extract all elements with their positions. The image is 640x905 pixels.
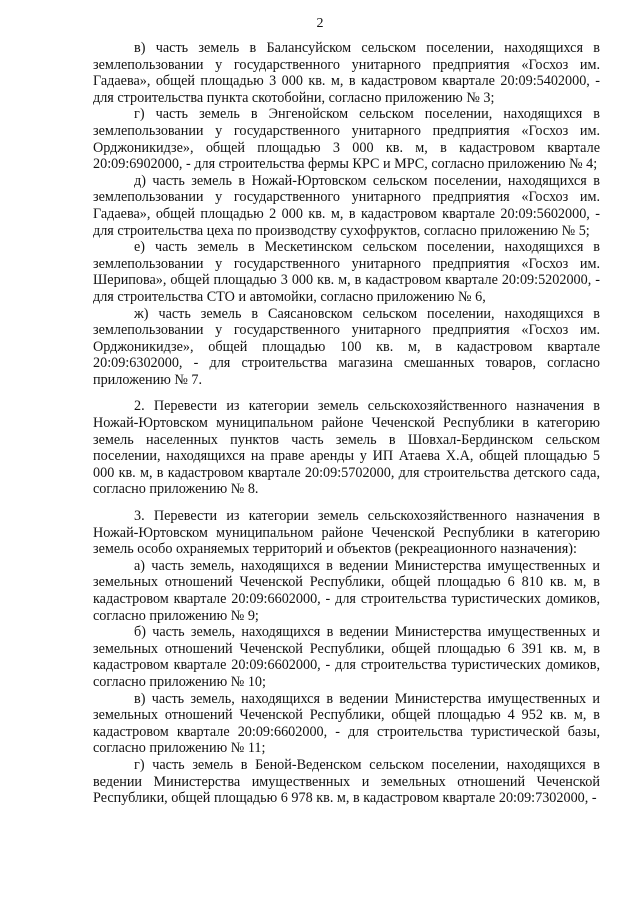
paragraph-item-b: б) часть земель, находящихся в ведении Министерства имущественных и земельных отношений Чеченской Республики, общей площадью 6 391 кв. м, в кадастровом квартале 20:09:6602000, - для строительства туристических домиков, согласно приложению № 10; (93, 624, 600, 690)
document-body (93, 40, 600, 807)
paragraph-item-zh: ж) часть земель в Саясановском сельском поселении, находящихся в землепользовании у государственного унитарного предприятия «Госхоз им. Орджоникидзе», общей площадью 100 кв. м, в кадастровом квартале 20:09:6302000, - для строительства магазина смешанных товаров, согласно приложению № 7. (93, 305, 600, 388)
paragraph-item-e: е) часть земель в Мескетинском сельском поселении, находящихся в землепользовании у государственного унитарного предприятия «Госхоз им. Шерипова», общей площадью 3 000 кв. м, в кадастровом квартале 20:09:5202000, - для строительства СТО и автомойки, согласно приложению № 6, (93, 239, 600, 305)
paragraph-item-v2: в) часть земель, находящихся в ведении Министерства имущественных и земельных отношений Чеченской Республики, общей площадью 4 952 кв. м, в кадастровом квартале 20:09:6602000, - для строительства туристической базы, согласно приложению № 11; (93, 690, 600, 757)
paragraph-item-d: д) часть земель в Ножай-Юртовском сельском поселении, находящихся в землепользовании у государственного унитарного предприятия «Госхоз им. Гадаева», общей площадью 2 000 кв. м, в кадастровом квартале 20:09:5602000, - для строительства цеха по производству сухофруктов, согласно приложению № 5; (93, 172, 600, 239)
paragraph-item-g2: г) часть земель в Беной-Веденском сельском поселении, находящихся в ведении Министерства имущественных и земельных отношений Чеченской Республики, общей площадью 6 978 кв. м, в кадастровом квартале 20:09:7302000, - (93, 756, 600, 807)
paragraph-section-2: 2. Перевести из категории земель сельскохозяйственного назначения в Ножай-Юртовском муниципальном районе Чеченской Республики в категорию земель населенных пунктов часть земель в Шовхал-Бердинском сельском поселении, находящихся на праве аренды у ИП Атаева Х.А, общей площадью 5 000 кв. м, в кадастровом квартале 20:09:5702000, для строительства детского сада, согласно приложению № 8. (93, 398, 600, 498)
paragraph-item-a: а) часть земель, находящихся в ведении Министерства имущественных и земельных отношений Чеченской Республики, общей площадью 6 810 кв. м, в кадастровом квартале 20:09:6602000, - для строительства туристических домиков, согласно приложению № 9; (93, 557, 600, 624)
page-number: 2 (316, 16, 324, 31)
paragraph-item-g: г) часть земель в Энгенойском сельском поселении, находящихся в землепользовании у государственного унитарного предприятия «Госхоз им. Орджоникидзе», общей площадью 3 000 кв. м, в кадастровом квартале 20:09:6902000, - для строительства фермы КРС и МРС, согласно приложению № 4; (93, 106, 600, 173)
paragraph-section-3: 3. Перевести из категории земель сельскохозяйственного назначения в Ножай-Юртовском муниципальном районе Чеченской Республики в категорию земель особо охраняемых территорий и объектов (рекреационного назначения): (93, 508, 600, 558)
paragraph-item-v: в) часть земель в Балансуйском сельском поселении, находящихся в землепользовании у государственного унитарного предприятия «Госхоз им. Гадаева», общей площадью 3 000 кв. м, в кадастровом квартале 20:09:5402000, - для строительства пункта скотобойни, согласно приложению № 3; (93, 40, 600, 106)
